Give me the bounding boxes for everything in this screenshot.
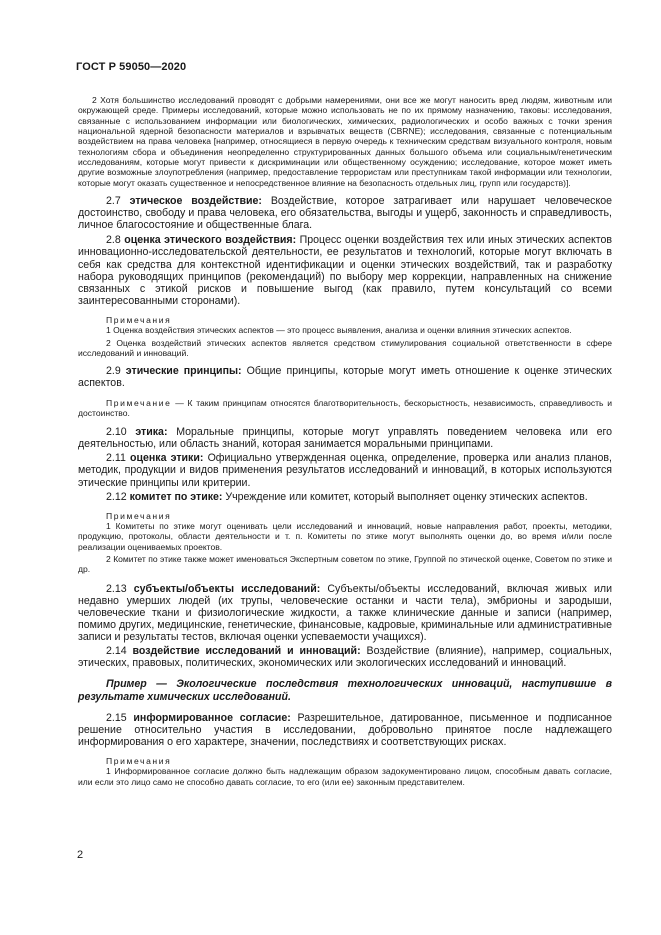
term-2-11	[78, 452, 612, 488]
term-name: информированное согласие:	[133, 711, 291, 724]
term-number: 2.14	[106, 645, 127, 658]
term-2-14	[78, 645, 612, 669]
page-number: 2	[77, 849, 84, 861]
term-definition: Общие принципы, которые могут иметь отношение к оценке этических аспектов.	[78, 365, 612, 390]
term-number: 2.13	[106, 582, 127, 595]
term-2-15	[78, 712, 612, 748]
term-definition: Моральные принципы, которые могут управлять поведением человека или его деятельностью, или область знаний, которая занимается моральными принципами.	[78, 426, 612, 451]
document-body	[78, 95, 612, 787]
term-definition: Учреждение или комитет, который выполняет оценку этических аспектов.	[222, 490, 588, 503]
example: Пример — Экологические последствия технологических инноваций, наступившие в результате химических исследований.	[78, 678, 612, 703]
notes-heading: Примечания	[106, 755, 172, 766]
footnote: 2 Хотя большинство исследований проводят с добрыми намерениями, они все же могут наносить вред людям, животным или окружающей среде. Примеры исследований, которые можно использовать не по их прямому назначению, таковы: исследования, связанные с использованием информации или биологических, химических, радиологических и особо важных с точки зрения национальной ядерной безопасности материалов и взрывчатых веществ (CBRNE); исследования, связанные с потенциальным воздействием на права человека [например, относящиеся в первую очередь к техническим средствам визуального контроля, новым технологиям сбора и объединения неопределенно структурированных данных большого объема или социальным/генетическим исследованиям, которые могут привести к дискриминации или общественному осуждению; исследование, которое может иметь другие возможные злоупотребления (например, предоставление террористам или преступникам такой информации или технологии, которые могут оказать существенное и непосредственное влияние на безопасность отдельных лиц, групп или государств)].	[78, 95, 612, 188]
term-number: 2.7	[106, 195, 121, 208]
note-item: 1 Оценка воздействия этических аспектов — это процесс выявления, анализа и оценки влияния этических аспектов.	[106, 325, 572, 336]
note-item: 1 Комитеты по этике могут оценивать цели исследований и инноваций, новые направления работ, проекты, методики, продукцию, протоколы, области деятельности и т. п. Комитеты по этике могут выполнять оценки до, во время и/или после реализации оцениваемых проектов.	[78, 521, 612, 552]
note-item: 2 Оценка воздействий этических аспектов является средством стимулирования социальной ответственности в сфере исследований и инноваций.	[78, 337, 612, 358]
term-number: 2.11	[106, 452, 126, 465]
notes-heading: Примечания	[106, 314, 172, 325]
notes-heading: Примечания	[106, 510, 172, 521]
term-number: 2.8	[106, 234, 121, 247]
term-2-10	[78, 426, 612, 450]
note-item: 1 Информированное согласие должно быть надлежащим образом задокументировано лицом, способным давать согласие, или если это лицо само не способно давать согласие, то его (или ее) законным представителем.	[78, 766, 612, 787]
term-number: 2.15	[106, 711, 127, 724]
term-name: оценка этического воздействия:	[124, 234, 297, 247]
term-name: этика:	[135, 426, 168, 439]
term-definition: Воздействие (влияние), например, социальных, этических, правовых, политических, экономических или экологических исследований и инноваций.	[78, 645, 612, 670]
term-name: этические принципы:	[125, 365, 242, 378]
note-item: 2 Комитет по этике также может именоваться Экспертным советом по этике, Группой по этической оценке, Советом по этике и др.	[78, 554, 612, 575]
term-name: оценка этики:	[130, 452, 204, 465]
term-2-7	[78, 195, 612, 231]
note-text: — К таким принципам относятся благотворительность, бескорыстность, независимость, справедливость и достоинство.	[78, 397, 612, 418]
term-name: субъекты/объекты исследований:	[133, 582, 321, 595]
term-definition: Процесс оценки воздействия тех или иных этических аспектов инновационно-исследовательской деятельности, ее результатов и технологий, которые могут включать в себя как средства для контекстной идентификации и оценки этических воздействий, так и разработку набора руководящих принципов (рекомендаций) по выбору мер коррекции, направленных на снижение связанных с этикой рисков и повышение выгод (как правило, путем консультаций со всеми заинтересованными сторонами).	[78, 234, 612, 307]
term-name: воздействие исследований и инноваций:	[132, 645, 361, 658]
term-number: 2.9	[106, 365, 121, 378]
term-2-13	[78, 583, 612, 643]
term-definition: Официально утвержденная оценка, определение, проверка или анализ планов, методик, продукции и видов применения результатов исследований и инноваций, в которых используются этические принципы или критерии.	[78, 452, 612, 489]
document-header: ГОСТ Р 59050—2020	[76, 61, 187, 73]
term-definition: Разрешительное, датированное, письменное и подписанное решение относительно участия в исследовании, добровольно принятое после надлежащего информирования о его характере, значении, последствиях и соответствующих рисках.	[78, 711, 612, 748]
term-definition: Воздействие, которое затрагивает или нарушает человеческое достоинство, свободу и права человека, его обязательства, выгоды и ущерб, законность и справедливость, личное благосостояние и общественные блага.	[78, 195, 612, 232]
note-label: Примечание	[106, 397, 172, 408]
term-2-8	[78, 234, 612, 307]
term-number: 2.12	[106, 490, 127, 503]
term-2-12	[78, 491, 612, 503]
term-number: 2.10	[106, 426, 127, 439]
term-2-9	[78, 365, 612, 389]
note-inline	[78, 398, 612, 419]
term-name: этическое воздействие:	[129, 195, 262, 208]
term-name: комитет по этике:	[129, 490, 223, 503]
term-definition: Субъекты/объекты исследований, включая живых или недавно умерших людей (их трупы, человеческие останки и части тела), эмбрионы и зародыши, человеческие ткани и физиологические жидкости, а также клинические данные и записи (например, помимо других, медицинские, генетические, финансовые, кадровые, криминальные или административные записи и результаты тестов, включая оценки успеваемости учащихся).	[78, 582, 612, 644]
